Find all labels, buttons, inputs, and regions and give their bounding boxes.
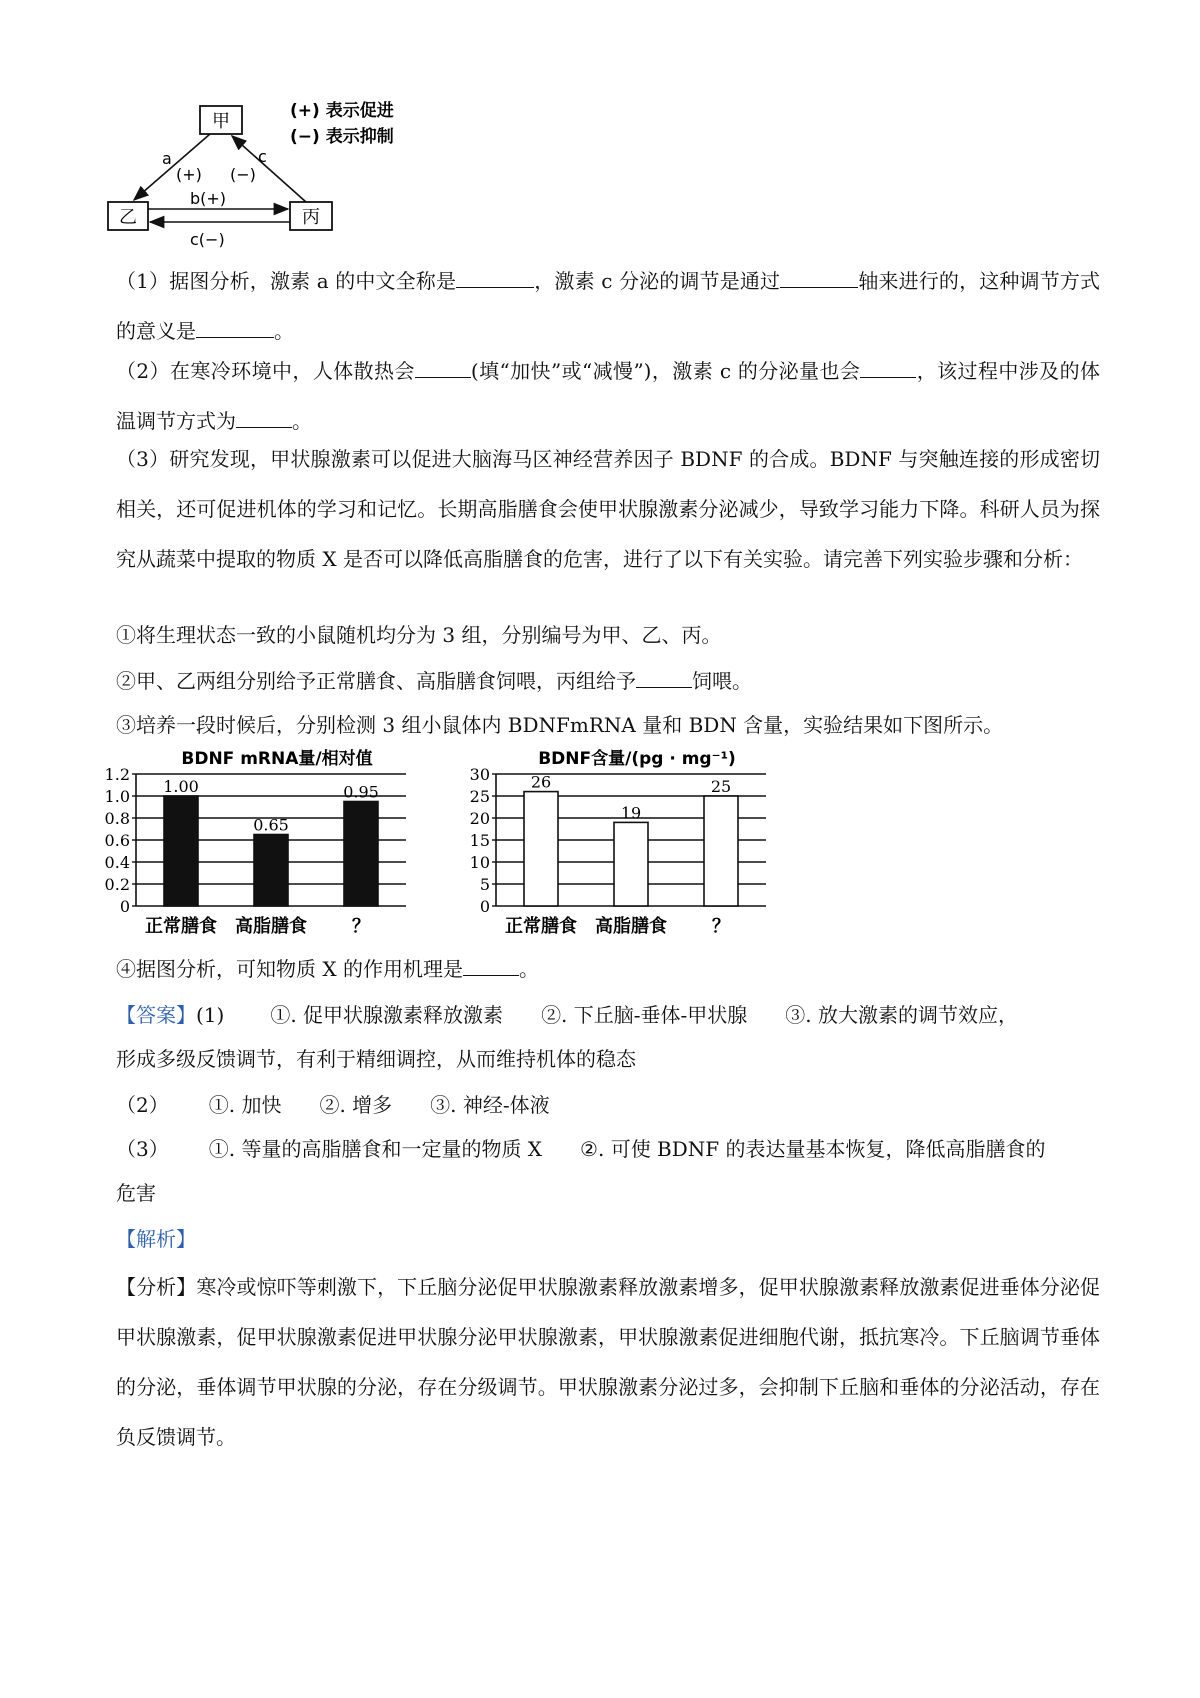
- step4-blank: [463, 957, 519, 976]
- y-tick-label: 5: [479, 875, 490, 894]
- q2-text-b: (填“加快”或“减慢”)，激素 c 的分泌量也会: [470, 359, 861, 383]
- step-1: ①将生理状态一致的小鼠随机均分为 3 组，分别编号为甲、乙、丙。: [116, 623, 722, 647]
- x-category-label: ？: [352, 916, 370, 937]
- bar-value-label: 1.00: [163, 777, 199, 796]
- bar: [164, 796, 198, 906]
- bar-value-label: 19: [620, 803, 642, 823]
- answer-q1-item-3: ③. 放大激素的调节效应，: [785, 1003, 1019, 1027]
- y-tick-label: 0.6: [104, 831, 130, 850]
- regulation-diagram: [100, 100, 460, 260]
- step2-text-b: 饲喂。: [692, 669, 752, 693]
- bar: [524, 792, 558, 906]
- y-tick-label: 15: [469, 831, 490, 850]
- answer-q1-num: (1): [196, 1003, 225, 1027]
- bar: [614, 822, 648, 906]
- answer-q2: [116, 1080, 1100, 1130]
- y-tick-label: 0.8: [104, 809, 130, 828]
- answer-q1-item-1: ①. 促甲状腺激素释放激素: [270, 1003, 504, 1027]
- edge-a-label: a: [162, 149, 172, 168]
- step4-text-b: 。: [518, 957, 539, 981]
- answer-q1-item-2: ②. 下丘脑-垂体-甲状腺: [541, 1003, 748, 1027]
- y-tick-label: 30: [469, 765, 490, 784]
- y-tick-label: 0.4: [104, 853, 130, 872]
- chart-title: BDNF mRNA量/相对值: [181, 749, 373, 769]
- answer-q3-continued: 危害: [116, 1181, 156, 1205]
- y-tick-label: 0: [119, 897, 130, 916]
- q2-text-d: 。: [292, 409, 312, 433]
- answer-q3-item-1: ①. 等量的高脂膳食和一定量的物质 X: [208, 1137, 543, 1161]
- y-tick-label: 0.2: [104, 875, 130, 894]
- legend-promote: (+) 表示促进: [290, 101, 394, 121]
- bar-value-label: 0.65: [253, 815, 289, 835]
- answer-q2-num: （2）: [116, 1093, 169, 1117]
- y-tick-label: 20: [469, 809, 490, 828]
- bar-value-label: 26: [530, 772, 552, 792]
- answer-q1: [116, 990, 1100, 1040]
- x-category-label: 高脂膳食: [235, 916, 307, 937]
- bar: [344, 802, 378, 907]
- analysis-tag: 【解析】: [116, 1227, 196, 1251]
- y-tick-label: 10: [469, 853, 490, 872]
- y-tick-label: 25: [469, 787, 490, 806]
- step-2: [116, 656, 1100, 706]
- edge-c-bottom-label: c(−): [190, 230, 225, 249]
- x-category-label: 正常膳食: [145, 916, 217, 937]
- answer-q2-item-1: ①. 加快: [208, 1093, 282, 1117]
- q1-text-b: ，激素 c 分泌的调节是通过: [534, 269, 781, 293]
- q2-blank-2: [860, 359, 916, 378]
- answer-q3: [116, 1124, 1100, 1174]
- step-3: ③培养一段时候后，分别检测 3 组小鼠体内 BDNFmRNA 量和 BDN 含量，实验结果如下图所示。: [116, 713, 1004, 737]
- step4-text-a: ④据图分析，可知物质 X 的作用机理是: [116, 957, 463, 981]
- y-tick-label: 1.0: [104, 787, 130, 806]
- q1-blank-1: [456, 269, 534, 288]
- question-2: [116, 346, 1100, 446]
- node-yi: 乙: [119, 207, 137, 228]
- q1-text-c: 轴来进行的，这种调节方式的意义是: [116, 269, 1100, 343]
- node-bing: 丙: [302, 207, 320, 228]
- edge-c-top-label: c: [258, 147, 267, 166]
- analysis-text: 【分析】寒冷或惊吓等刺激下，下丘脑分泌促甲状腺激素释放激素增多，促甲状腺激素释放激素促进垂体分泌促甲状腺激素，促甲状腺激素促进甲状腺分泌甲状腺激素，甲状腺激素促进细胞代谢，抵抗寒冷。下丘脑调节垂体的分泌，垂体调节甲状腺的分泌，存在分级调节。甲状腺激素分泌过多，会抑制下丘脑和垂体的分泌活动，存在负反馈调节。: [116, 1275, 1100, 1449]
- answer-q3-num: （3）: [116, 1137, 169, 1161]
- answer-tag: 【答案】: [116, 1003, 196, 1027]
- bar: [254, 835, 288, 907]
- bar: [704, 796, 738, 906]
- q1-text-d: 。: [274, 319, 294, 343]
- q2-text-a: （2）在寒冷环境中，人体散热会: [116, 359, 415, 383]
- y-tick-label: 0: [479, 897, 490, 916]
- x-category-label: 正常膳食: [505, 916, 577, 937]
- q1-blank-3: [196, 319, 274, 338]
- chart-title: BDNF含量/(pg · mg⁻¹): [538, 749, 736, 769]
- q2-blank-3: [236, 409, 292, 428]
- x-category-label: ？: [712, 916, 730, 937]
- step2-text-a: ②甲、乙两组分别给予正常膳食、高脂膳食饲喂，丙组给予: [116, 669, 636, 693]
- question-1: [116, 256, 1100, 356]
- node-jia: 甲: [212, 111, 230, 132]
- edge-b-label: b(+): [190, 189, 227, 208]
- bar-value-label: 25: [710, 777, 732, 796]
- answer-q2-item-2: ②. 增多: [319, 1093, 393, 1117]
- y-tick-label: 1.2: [104, 765, 130, 784]
- q2-text-c: ，该过程中涉及的体温调节方式为: [116, 359, 1100, 433]
- step-4: [116, 944, 1100, 994]
- answer-q1-continued: 形成多级反馈调节，有利于精细调控，从而维持机体的稳态: [116, 1047, 636, 1071]
- q1-text-a: （1）据图分析，激素 a 的中文全称是: [116, 269, 457, 293]
- x-category-label: 高脂膳食: [595, 916, 667, 937]
- legend-inhibit: (−) 表示抑制: [290, 127, 394, 147]
- question-3: （3）研究发现，甲状腺激素可以促进大脑海马区神经营养因子 BDNF 的合成。BDNF 与突触连接的形成密切相关，还可促进机体的学习和记忆。长期高脂膳食会使甲状腺激素分泌减少，导致学习能力下降。科研人员为探究从蔬菜中提取的物质 X 是否可以降低高脂膳食的危害，进行了以下有关实验。请完善下列实验步骤和分析：: [116, 447, 1100, 571]
- q1-blank-2: [780, 269, 858, 288]
- edge-c-top-sign: (−): [230, 165, 256, 184]
- chart-bdnf-mrna: [100, 746, 450, 946]
- step2-blank: [636, 669, 692, 688]
- q2-blank-1: [415, 359, 471, 378]
- answer-q3-item-2: ②. 可使 BDNF 的表达量基本恢复，降低高脂膳食的: [580, 1137, 1046, 1161]
- answer-q2-item-3: ③. 神经-体液: [430, 1093, 550, 1117]
- edge-a-sign: (+): [176, 165, 202, 184]
- bar-value-label: 0.95: [343, 782, 379, 802]
- chart-bdnf-content: [460, 746, 810, 946]
